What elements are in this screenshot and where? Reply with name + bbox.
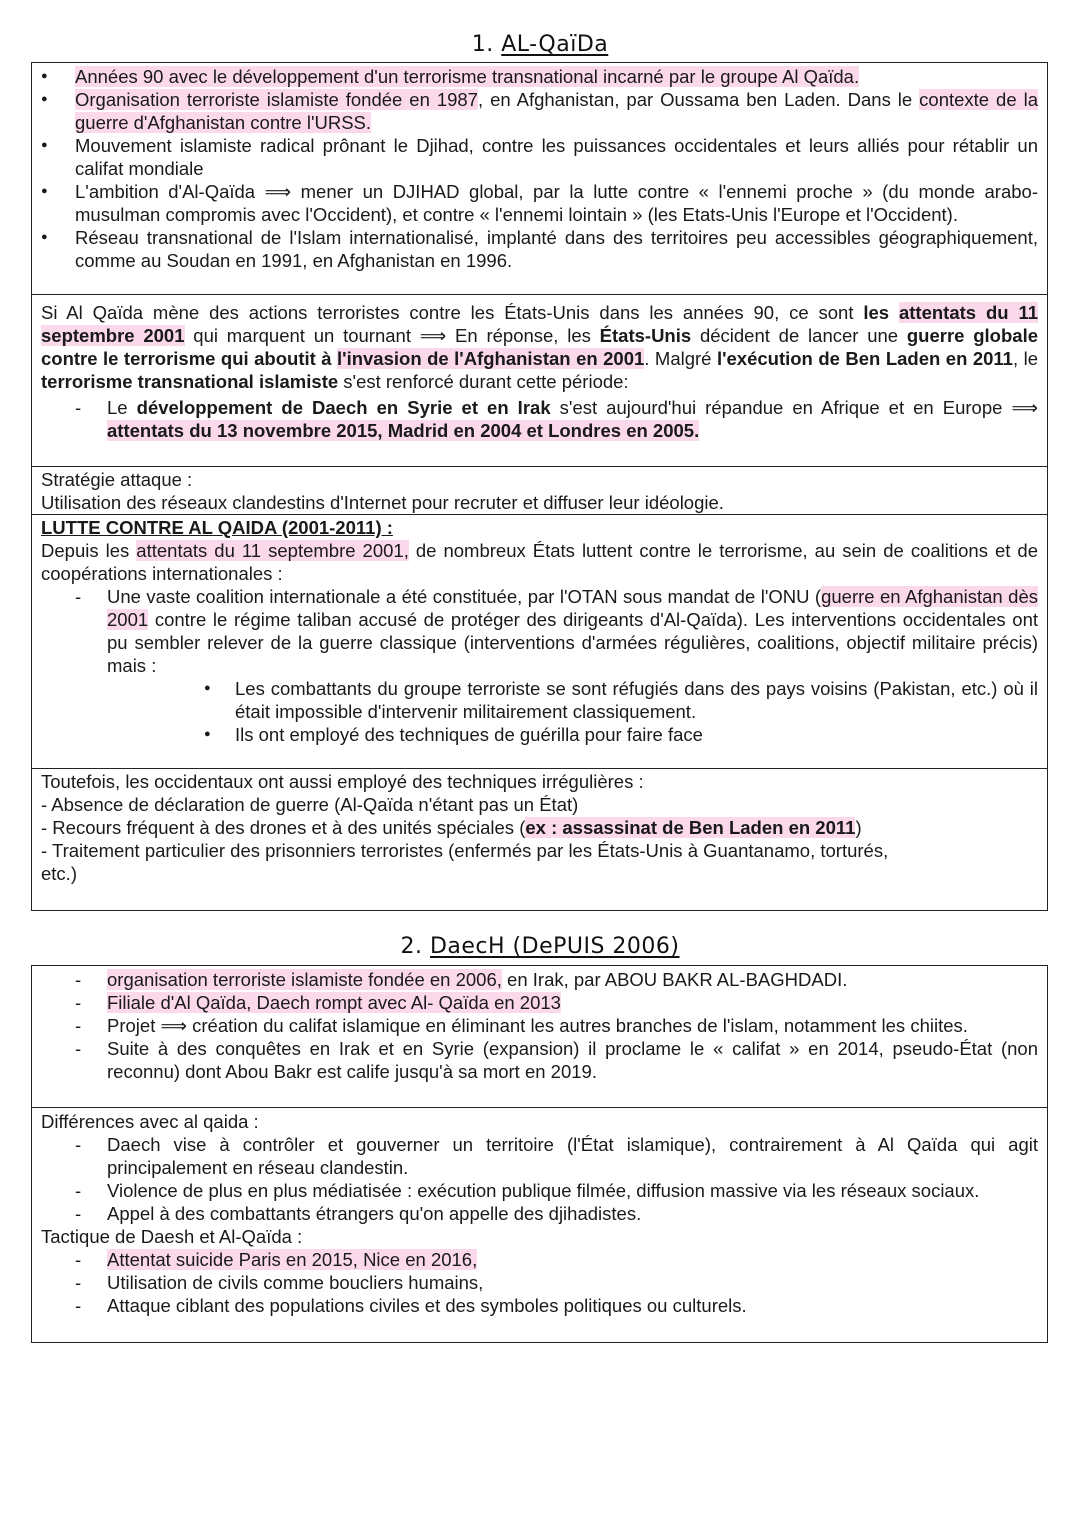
list-item: - Le développement de Daech en Syrie et en Irak s'est aujourd'hui répandue en Afrique et en Europe ⟹ attentats du 13 novembre 2015, Madrid en 2004 et Londres en 2005.	[41, 396, 1038, 442]
strategy-box	[31, 467, 1048, 515]
fight-list	[41, 585, 1038, 677]
list-item: - Daech vise à contrôler et gouverner un territoire (l'État islamique), contrairement à Al Qaïda qui agit principalement en réseau clandestin.	[41, 1133, 1038, 1179]
september-11-paragraph: Si Al Qaïda mène des actions terroristes contre les États-Unis dans les années 90, ce sont les attentats du 11 septembre 2001 qui marquent un tournant ⟹ En réponse, les États-Unis décident de lancer une guerre globale contre le terrorisme qui aboutit à l'invasion de l'Afghanistan en 2001. Malgré l'exécution de Ben Laden en 2011, le terrorisme transnational islamiste s'est renforcé durant cette période:	[41, 302, 1039, 392]
september-11-box	[31, 295, 1048, 467]
irregular-item: - Traitement particulier des prisonniers terroristes (enfermés par les États-Unis à Guantanamo, torturés, etc.)	[41, 840, 889, 884]
daech-list	[41, 968, 1038, 1083]
fight-against-al-qaida-box	[31, 515, 1048, 769]
tactics-list	[41, 1248, 1038, 1317]
list-item: ● Réseau transnational de l'Islam internationalisé, implanté dans des territoires peu accessibles géographiquement, comme au Soudan en 1991, en Afghanistan en 1996.	[41, 226, 1038, 272]
daech-intro-box	[31, 965, 1048, 1108]
list-item: - Violence de plus en plus médiatisée : exécution publique filmée, diffusion massive via les réseaux sociaux.	[41, 1179, 1038, 1202]
differences-label: Différences avec al qaida :	[41, 1111, 259, 1132]
daech-development-list	[41, 396, 1038, 442]
section-2-heading: DaecH (DePUIS 2006)	[429, 934, 680, 959]
fight-heading: LUTTE CONTRE AL QAIDA (2001-2011) :	[41, 517, 393, 538]
fight-sub-list	[41, 677, 1038, 746]
list-item: - Une vaste coalition internationale a été constituée, par l'OTAN sous mandat de l'ONU (guerre en Afghanistan dès 2001 contre le régime taliban accusé de protéger des dirigeants d'Al-Qaïda). Les interventions occidentales ont pu sembler relever de la guerre classique (interventions d'armées régulières, coalitions, objectif militaire précis) mais :	[41, 585, 1038, 677]
list-item: ● Les combattants du groupe terroriste se sont réfugiés dans des pays voisins (Pakistan, etc.) où il était impossible d'intervenir militairement classiquement.	[41, 677, 1038, 723]
differences-list	[41, 1133, 1038, 1225]
list-item: - Utilisation de civils comme boucliers humains,	[41, 1271, 1038, 1294]
differences-box	[31, 1108, 1048, 1343]
list-item: - Attentat suicide Paris en 2015, Nice en 2016,	[41, 1248, 1038, 1271]
section-1-title	[0, 33, 1080, 56]
strategy-text: Utilisation des réseaux clandestins d'Internet pour recruter et diffuser leur idéologie.	[41, 492, 724, 513]
list-item: - organisation terroriste islamiste fondée en 2006, en Irak, par ABOU BAKR AL-BAGHDADI.	[41, 968, 1038, 991]
al-qaida-bullet-list	[41, 65, 1038, 272]
section-1-heading: AL-QaïDa	[501, 32, 609, 57]
irregular-intro: Toutefois, les occidentaux ont aussi employé des techniques irrégulières :	[41, 771, 644, 792]
section-2-number: 2.	[400, 934, 423, 959]
section-2-title	[0, 935, 1080, 958]
list-item: ● L'ambition d'Al-Qaïda ⟹ mener un DJIHAD global, par la lutte contre « l'ennemi proche » (du monde arabo-musulman compromis avec l'Occident), et contre « l'ennemi lointain » (les Etats-Unis l'Europe et l'Occident).	[41, 180, 1038, 226]
list-item: ● Années 90 avec le développement d'un terrorisme transnational incarné par le groupe Al Qaïda.	[41, 65, 1038, 88]
fight-intro: Depuis les attentats du 11 septembre 2001, de nombreux États luttent contre le terrorisme, au sein de coalitions et de coopérations internationales :	[41, 540, 1039, 584]
tactics-label: Tactique de Daesh et Al-Qaïda :	[41, 1226, 303, 1247]
irregular-item: - Absence de déclaration de guerre (Al-Qaïda n'étant pas un État)	[41, 794, 579, 815]
al-qaida-intro-box	[31, 62, 1048, 295]
list-item: ● Ils ont employé des techniques de guérilla pour faire face	[41, 723, 1038, 746]
strategy-label: Stratégie attaque :	[41, 469, 193, 490]
list-item: ● Mouvement islamiste radical prônant le Djihad, contre les puissances occidentales et leurs alliés pour rétablir un califat mondiale	[41, 134, 1038, 180]
list-item: - Attaque ciblant des populations civiles et des symboles politiques ou culturels.	[41, 1294, 1038, 1317]
section-1-number: 1.	[471, 32, 494, 57]
irregular-item: - Recours fréquent à des drones et à des unités spéciales (ex : assassinat de Ben Laden en 2011)	[41, 817, 862, 838]
list-item: - Appel à des combattants étrangers qu'on appelle des djihadistes.	[41, 1202, 1038, 1225]
list-item: ● Organisation terroriste islamiste fondée en 1987, en Afghanistan, par Oussama ben Laden. Dans le contexte de la guerre d'Afghanistan contre l'URSS.	[41, 88, 1038, 134]
irregular-techniques-box	[31, 769, 1048, 911]
list-item: - Filiale d'Al Qaïda, Daech rompt avec Al- Qaïda en 2013	[41, 991, 1038, 1014]
list-item: - Suite à des conquêtes en Irak et en Syrie (expansion) il proclame le « califat » en 2014, pseudo-État (non reconnu) dont Abou Bakr est calife jusqu'à sa mort en 2019.	[41, 1037, 1038, 1083]
list-item: - Projet ⟹ création du califat islamique en éliminant les autres branches de l'islam, notamment les chiites.	[41, 1014, 1038, 1037]
